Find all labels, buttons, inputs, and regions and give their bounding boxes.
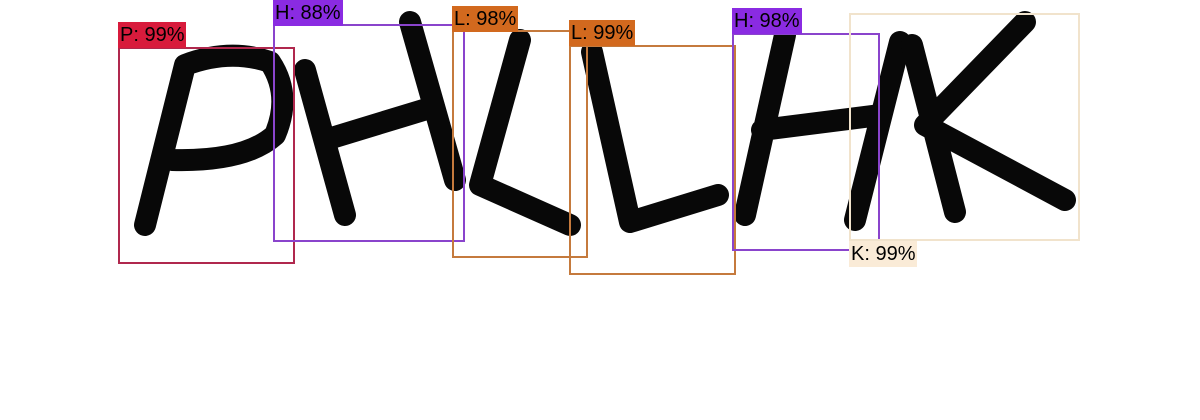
detection-label-h-2: H: 98% — [734, 10, 800, 32]
detection-label-k: K: 99% — [851, 243, 916, 265]
detection-label-p: P: 99% — [120, 24, 185, 46]
detection-box-k — [849, 13, 1080, 241]
detection-box-p — [118, 47, 295, 264]
detection-box-l-2 — [569, 45, 736, 275]
detection-box-h-1 — [273, 24, 465, 242]
detection-box-l-1 — [452, 30, 588, 258]
detection-label-h-1: H: 88% — [275, 2, 341, 24]
detection-label-l-1: L: 98% — [454, 8, 517, 30]
detection-label-l-2: L: 99% — [571, 22, 634, 44]
